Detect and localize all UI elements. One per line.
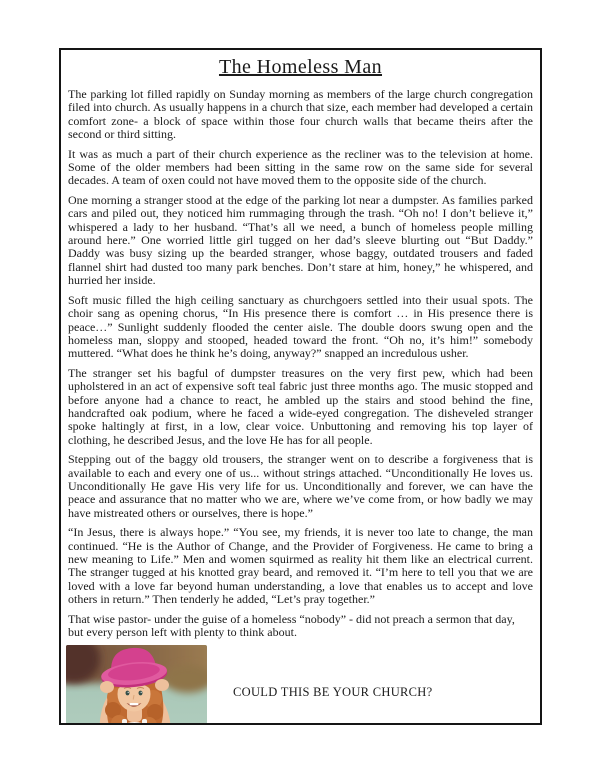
body-text — [68, 88, 533, 639]
photo-caption: COULD THIS BE YOUR CHURCH? — [233, 685, 433, 700]
body-paragraph: Stepping out of the baggy old trousers, the stranger went on to describe a forgiveness that is available to each and every one of us... without strings attached. “Unconditionally He loves us. Unconditionally He gave His very life for us. Unconditionally and forever, we can have the peace and assurance that no matter who we are, where we’ve come from, or how badly we may have mistreated others or ourselves, there is hope.” — [68, 452, 533, 520]
body-paragraph: The parking lot filled rapidly on Sunday morning as members of the large church congregation filed into church. As usually happens in a church that size, each member had developed a certain comfort zone- a block of space within those four church walls that became theirs after the second or third sitting. — [68, 87, 533, 142]
girl-in-pink-hat-photo — [66, 645, 207, 725]
body-paragraph: That wise pastor- under the guise of a homeless “nobody” - did not preach a sermon that day, but every person left with plenty to think about. — [68, 611, 515, 640]
body-paragraph: One morning a stranger stood at the edge of the parking lot near a dumpster. As families parked cars and piled out, they noticed him rummaging through the trash. “Oh no! I don’t believe it,” whispered a lady to her husband. “That’s all we need, a bunch of homeless people milling around here.” One worried little girl tugged on her dad’s sleeve blurting out “But Daddy.” Daddy was busy sizing up the bearded stranger, whose baggy, outdated trousers and faded flannel shirt had dusted too many park benches. Don’t stare at him, honey,” he whispered, and hurried her inside. — [68, 192, 533, 288]
bottom-section — [66, 645, 533, 725]
girl-photo-illustration — [66, 645, 207, 725]
body-paragraph: It was as much a part of their church experience as the recliner was to the television at home. Some of the older members had been sitting in the same row on the same side for several decades. A team of oxen could not have moved them to the opposite side of the church. — [68, 146, 533, 188]
body-paragraph: The stranger set his bagful of dumpster treasures on the very first pew, which had been upholstered in an act of expensive soft teal fabric just three months ago. The music stopped and before anyone had a chance to react, he ambled up the stairs and stood behind the fine, handcrafted oak podium, where he faced a wide-eyed congregation. The disheveled stranger spoke haltingly at first, in a low, clear voice. Unbuttoning and removing his top layer of clothing, he described Jesus, and the love He has for all people. — [68, 365, 533, 447]
page-border — [59, 48, 542, 725]
body-paragraph: “In Jesus, there is always hope.” “You see, my friends, it is never too late to change, the man continued. “He is the Author of Change, and the Provider of Forgiveness. He came to bring a new meaning to Life.” Men and women squirmed as reality hit them like an electrical current. The stranger tugged at his knotted gray beard, and removed it. “I’m here to tell you that we are loved with a love far beyond human understanding, a love that enables us to accept and love others in return.” Then tenderly he added, “Let’s pray together.” — [68, 525, 533, 607]
page-title: The Homeless Man — [218, 56, 383, 78]
body-paragraph: Soft music filled the high ceiling sanctuary as churchgoers settled into their usual spots. The choir sang as opening chorus, “In His presence there is comfort … in His presence there is peace…” Sunlight suddenly flooded the center aisle. The double doors swung open and the homeless man, sloppy and stooped, headed toward the front. “Oh no, it’s him!” somebody muttered. “What does he think he’s doing, anyway?” snapped an incredulous usher. — [68, 292, 533, 361]
